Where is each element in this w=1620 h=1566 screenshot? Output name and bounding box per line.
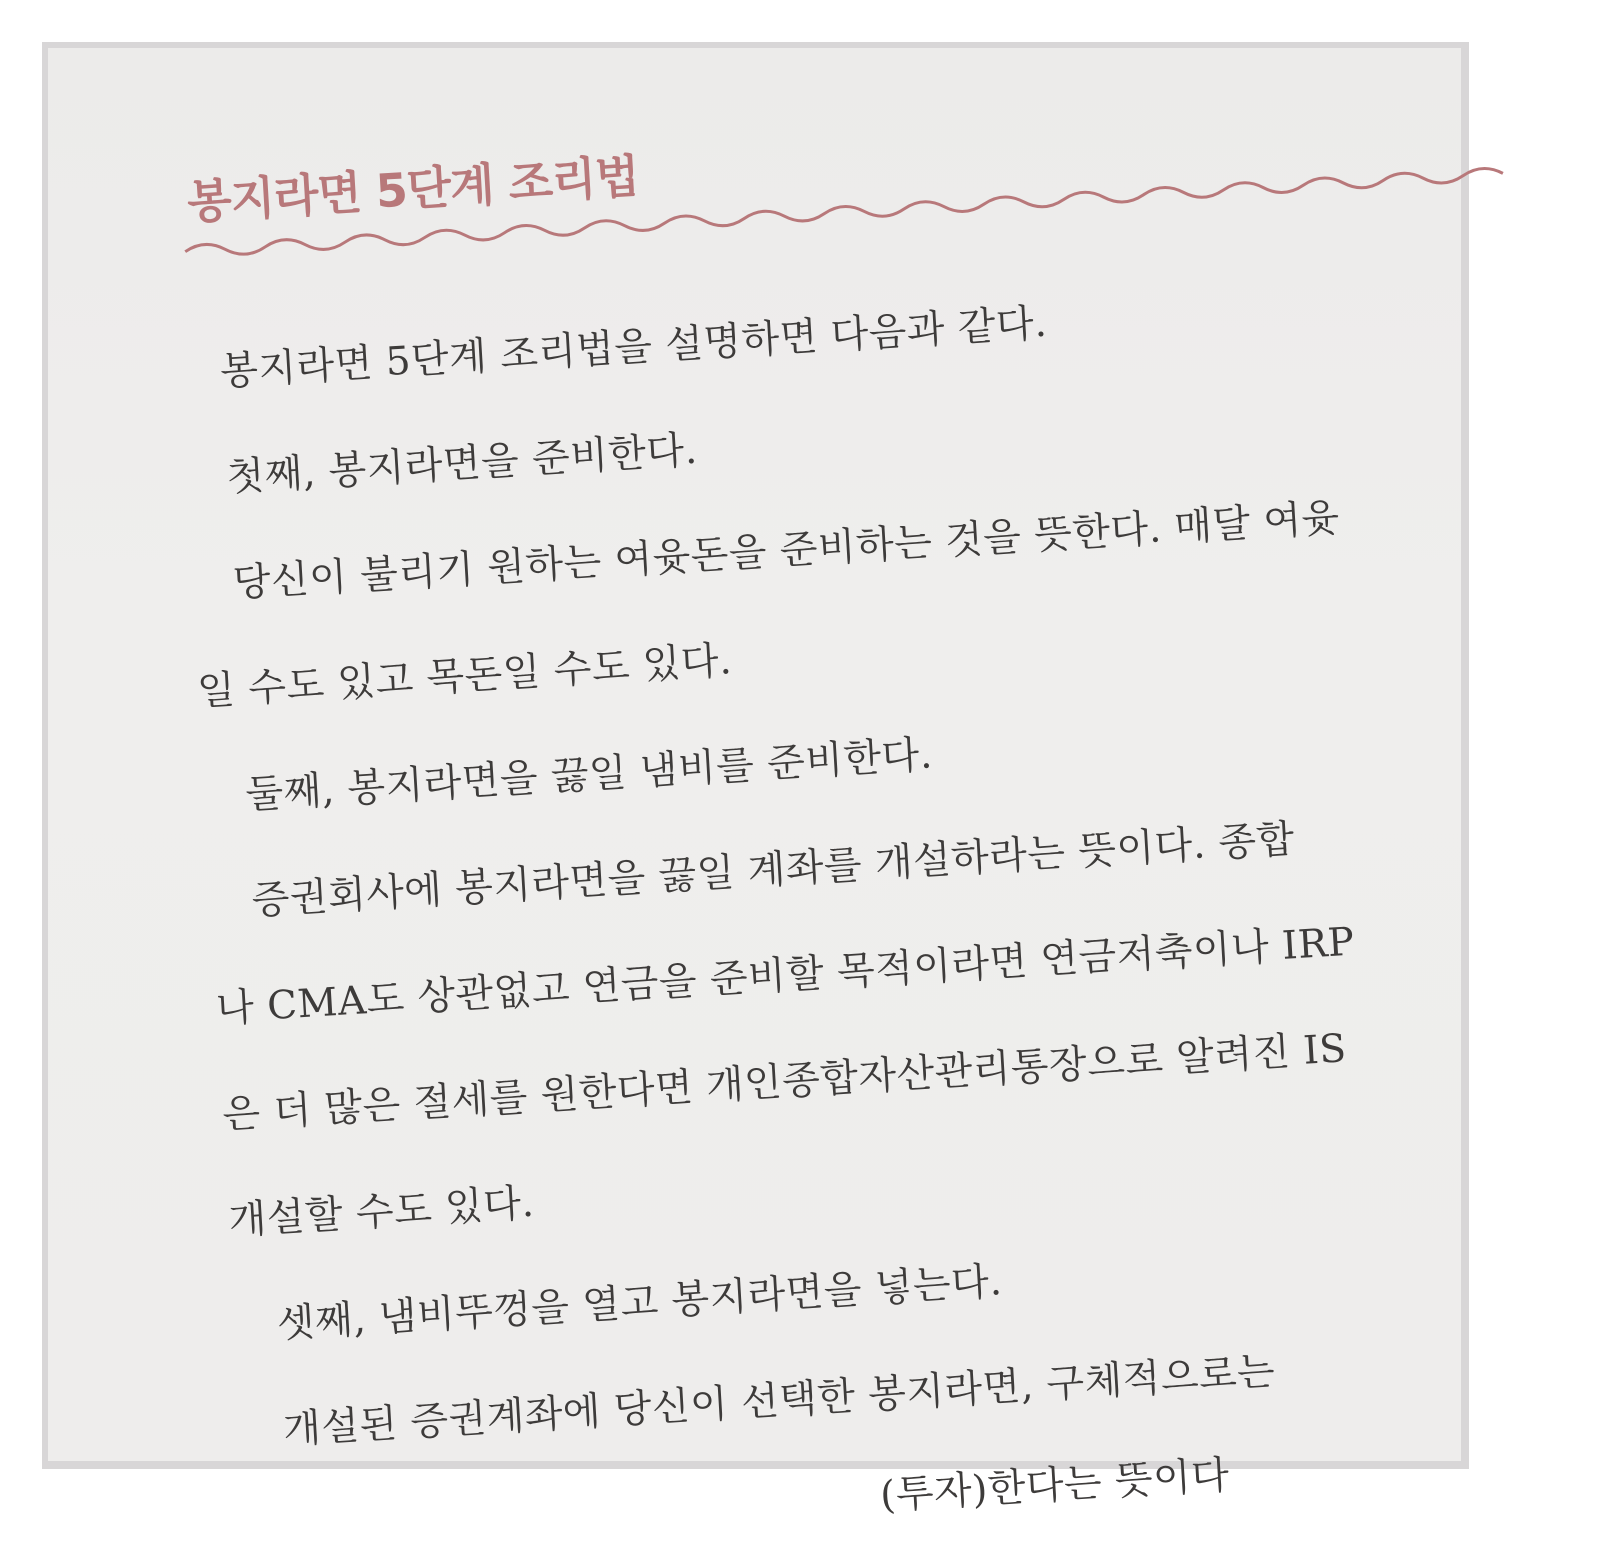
body-line-2: 첫째, 봉지라면을 준비한다. [225,427,699,501]
page-content [33,0,1616,1519]
book-page [48,48,1461,1519]
body-line-8: 은 더 많은 절세를 원한다면 개인종합자산관리통장으로 알려진 IS [221,1026,1348,1138]
body-line-5: 둘째, 봉지라면을 끓일 냄비를 준비한다. [244,732,934,819]
section-heading: 봉지라면 5단계 조리법 [185,148,641,230]
body-line-9: 개설할 수도 있다. [227,1180,536,1244]
body-line-3: 당신이 불리기 원하는 여윳돈을 준비하는 것을 뜻한다. 매달 여윳 [231,495,1342,607]
body-line-1: 봉지라면 5단계 조리법을 설명하면 다음과 같다. [219,300,1049,395]
body-line-4: 일 수도 있고 목돈일 수도 있다. [196,638,734,715]
body-line-12: (투자)한다는 뜻이다 [878,1452,1231,1519]
body-line-6: 증권회사에 봉지라면을 끓일 계좌를 개설하라는 뜻이다. 종합 [250,816,1297,924]
body-line-11: 개설된 증권계좌에 당신이 선택한 봉지라면, 구체적으로는 [281,1349,1277,1453]
body-line-10: 셋째, 냄비뚜껑을 열고 봉지라면을 넣는다. [275,1259,1004,1348]
photo-frame [42,42,1469,1519]
body-line-7: 나 CMA도 상관없고 연금을 준비할 목적이라면 연금저축이나 IRP [214,919,1356,1033]
